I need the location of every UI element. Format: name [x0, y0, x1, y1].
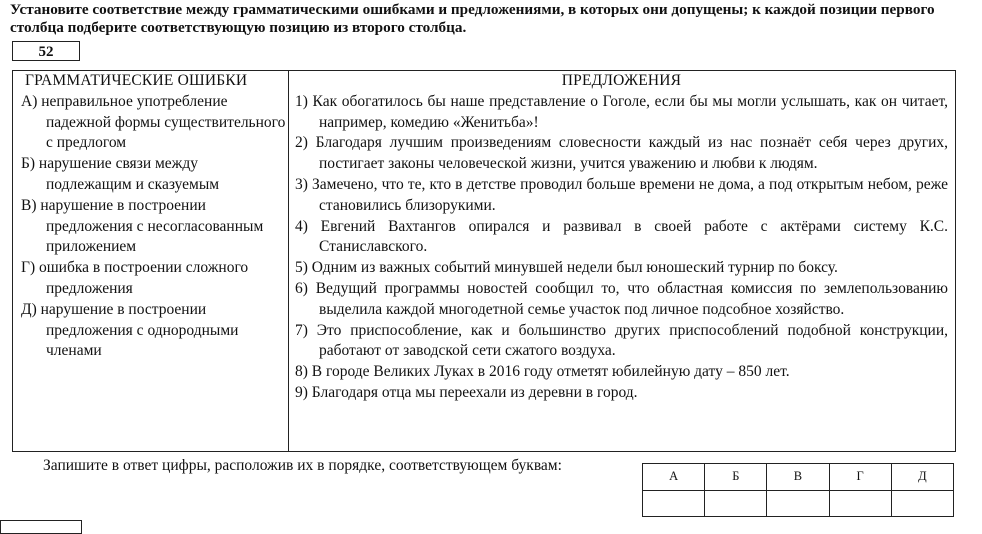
error-item-b: Б) нарушение связи между подлежащим и сказуемым [21, 155, 220, 193]
errors-column [21, 71, 286, 362]
sentence-4: 4) Евгений Вахтангов опирался и развивал в своей работе с актёрами систему К.С. Станиславского. [295, 217, 948, 256]
answer-letter-b: Б [705, 464, 767, 491]
sentence-8: 8) В городе Великих Луках в 2016 году отметят юбилейную дату – 850 лет. [295, 363, 790, 381]
answer-cell-g[interactable] [829, 490, 891, 517]
answer-letter-a: А [643, 464, 705, 491]
task-number: 52 [12, 41, 80, 61]
answer-letters-row [643, 464, 954, 491]
error-item-d: Д) нарушение в построении предложения с однородными членами [21, 300, 239, 360]
sentences-header: ПРЕДЛОЖЕНИЯ [561, 72, 682, 89]
sentence-7: 7) Это приспособление, как и большинство других приспособлений подобной конструкции, работают от заводской сети сжатого воздуха. [295, 321, 948, 360]
answer-letter-v: В [767, 464, 829, 491]
answer-table [642, 463, 954, 517]
answer-input-row[interactable] [643, 490, 954, 517]
error-item-v: В) нарушение в построении предложения с несогласованным приложением [21, 196, 264, 256]
next-task-number-box [0, 520, 82, 534]
answer-cell-d[interactable] [891, 490, 953, 517]
error-item-g: Г) ошибка в построении сложного предложения [21, 259, 249, 297]
sentence-1: 1) Как обогатилось бы наше представление о Гоголе, если бы мы могли услышать, как он читает, например, комедию «Женитьба»! [295, 92, 948, 131]
answer-instruction: Запишите в ответ цифры, расположив их в порядке, соответствующем буквам: [43, 457, 562, 474]
errors-header: ГРАММАТИЧЕСКИЕ ОШИБКИ [25, 72, 248, 89]
sentence-6: 6) Ведущий программы новостей сообщил то, что областная комиссия по землепользованию выделила каждой многодетной семье участок под личное подсобное хозяйство. [295, 279, 948, 318]
sentence-5: 5) Одним из важных событий минувшей недели был юношеский турнир по боксу. [295, 259, 838, 277]
sentences-column [295, 71, 948, 404]
error-item-a: А) неправильное употребление падежной формы существительного с предлогом [21, 92, 286, 152]
sentence-2: 2) Благодаря лучшим произведениям словесности каждый из нас познаёт себя через других, постигает законы человеческой жизни, учится уважению и любви к людям. [295, 134, 948, 173]
matching-table [12, 70, 956, 452]
answer-cell-b[interactable] [705, 490, 767, 517]
sentence-9: 9) Благодаря отца мы переехали из деревни в город. [295, 383, 638, 401]
answer-letter-g: Г [829, 464, 891, 491]
answer-letter-d: Д [891, 464, 953, 491]
column-divider [288, 71, 289, 451]
answer-cell-a[interactable] [643, 490, 705, 517]
task-instruction: Установите соответствие между грамматическими ошибками и предложениями, в которых они допущены; к каждой позиции первого столбца подберите соответствующую позицию из второго столбца. [10, 1, 935, 36]
sentence-3: 3) Замечено, что те, кто в детстве проводил больше времени не дома, а под открытым небом, реже становились близорукими. [295, 175, 948, 214]
answer-cell-v[interactable] [767, 490, 829, 517]
